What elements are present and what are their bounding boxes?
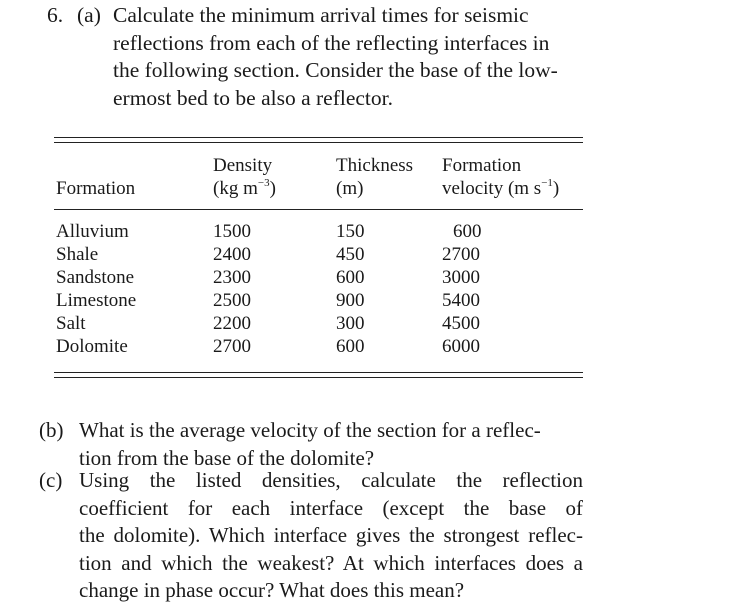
cell-formation: Shale	[56, 244, 99, 265]
density-unit-base: (kg m	[213, 178, 258, 199]
part-a-line: the following section. Consider the base of the low-	[113, 58, 558, 82]
part-c-line: the dolomite). Which interface gives the strongest reflec-	[79, 523, 583, 547]
cell-density: 2500	[213, 290, 251, 311]
part-a-line: ermost bed to be also a reflector.	[113, 85, 393, 110]
velocity-unit-close: )	[552, 178, 560, 199]
cell-thickness: 900	[336, 290, 365, 311]
cell-density: 2200	[213, 313, 251, 334]
header-thickness	[336, 154, 413, 200]
table-top-rule-2	[54, 142, 583, 143]
problem-number: 6.	[47, 3, 64, 27]
density-unit-exponent: −3	[257, 177, 270, 189]
part-b-label: (b)	[39, 418, 64, 442]
cell-formation: Limestone	[56, 290, 137, 311]
cell-thickness: 150	[336, 221, 365, 242]
part-c-label: (c)	[39, 468, 63, 492]
header-density-title: Density	[213, 155, 273, 176]
part-a-label: (a)	[77, 3, 101, 27]
table-bottom-rule-2	[54, 377, 583, 378]
cell-velocity: 5400	[442, 290, 480, 311]
part-c-text	[79, 467, 583, 605]
cell-velocity: 4500	[442, 313, 480, 334]
cell-formation: Salt	[56, 313, 86, 334]
cell-thickness: 300	[336, 313, 365, 334]
cell-thickness: 600	[336, 267, 365, 288]
header-density	[213, 154, 276, 200]
part-b-line: What is the average velocity of the section for a reflec-	[79, 418, 541, 442]
part-a-text	[113, 2, 593, 112]
part-a-line: reflections from each of the reflecting interfaces in	[113, 30, 550, 55]
cell-density: 2300	[213, 267, 251, 288]
cell-formation: Alluvium	[56, 221, 129, 242]
velocity-unit-exponent: −1	[541, 177, 553, 189]
part-c-line: Using the listed densities, calculate the reflection	[79, 468, 583, 492]
cell-velocity: 600	[453, 221, 482, 242]
part-b-line: tion from the base of the dolomite?	[79, 445, 375, 470]
cell-formation: Dolomite	[56, 336, 128, 357]
cell-density: 2700	[213, 336, 251, 357]
part-c-line: coefficient for each interface (except the base of	[79, 495, 583, 520]
header-velocity-unit	[442, 177, 559, 200]
cell-velocity: 3000	[442, 267, 480, 288]
cell-velocity: 2700	[442, 244, 480, 265]
cell-density: 1500	[213, 221, 251, 242]
density-unit-close: )	[269, 178, 276, 199]
part-b-text	[79, 417, 585, 472]
header-velocity-title: Formation	[442, 155, 522, 176]
header-thickness-unit: (m)	[336, 178, 364, 199]
header-velocity	[442, 154, 559, 200]
cell-velocity: 6000	[442, 336, 480, 357]
cell-density: 2400	[213, 244, 251, 265]
cell-thickness: 450	[336, 244, 365, 265]
table-bottom-rule	[54, 372, 583, 373]
header-density-unit	[213, 177, 276, 200]
cell-formation: Sandstone	[56, 267, 135, 288]
table-top-rule	[54, 137, 583, 138]
velocity-unit-base: velocity (m s	[442, 178, 542, 199]
part-c-line: tion and which the weakest? At which interfaces does a	[79, 550, 583, 575]
part-c-line: change in phase occur? What does this mean?	[79, 578, 465, 602]
part-a-line: Calculate the minimum arrival times for seismic	[113, 3, 529, 27]
header-rule	[54, 209, 583, 210]
header-formation: Formation	[56, 178, 136, 199]
cell-thickness: 600	[336, 336, 365, 357]
header-thickness-title: Thickness	[336, 155, 414, 176]
